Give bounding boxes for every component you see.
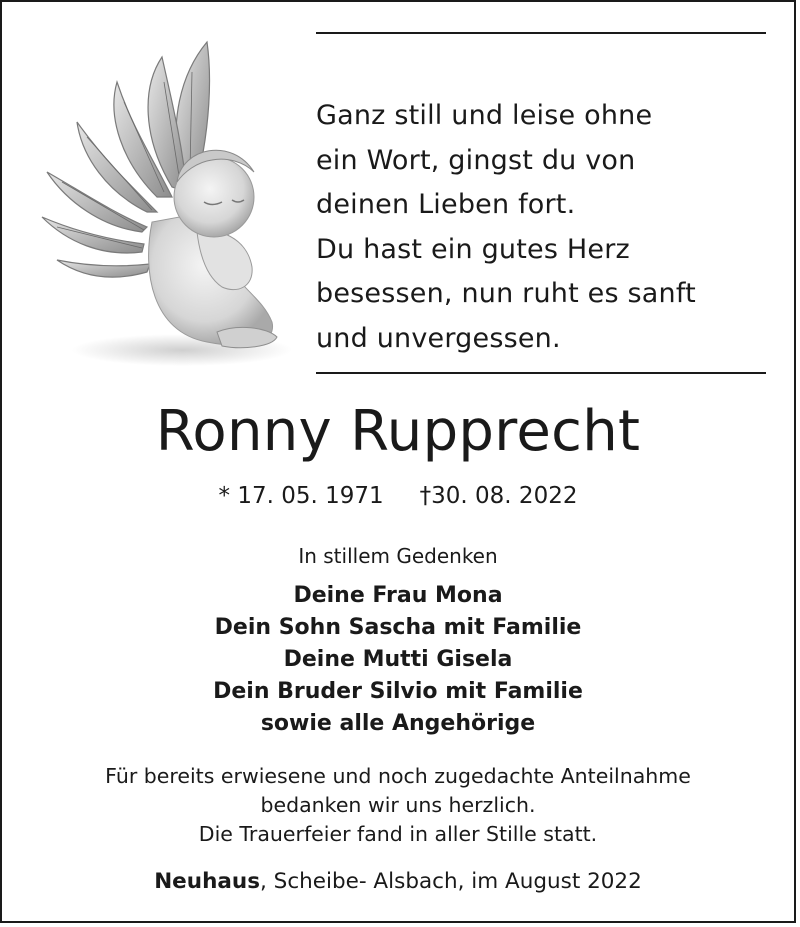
life-dates bbox=[2, 480, 794, 512]
birth-date: * 17. 05. 1971 bbox=[218, 483, 384, 509]
poem-line: Du hast ein gutes Herz bbox=[316, 233, 630, 265]
bottom-divider bbox=[316, 372, 766, 374]
place-date-line bbox=[2, 866, 794, 898]
mourner: Dein Bruder Silvio mit Familie bbox=[213, 679, 583, 704]
death-date: †30. 08. 2022 bbox=[419, 483, 578, 509]
memory-line: In stillem Gedenken bbox=[298, 544, 498, 568]
poem bbox=[316, 94, 776, 361]
poem-line: Ganz still und leise ohne bbox=[316, 100, 653, 131]
thanks-line: Für bereits erwiesene und noch zugedachte Anteilnahme bbox=[105, 764, 691, 788]
mourners-list bbox=[2, 580, 794, 740]
poem-line: ein Wort, gingst du von bbox=[316, 144, 636, 176]
place-rest: , Scheibe- Alsbach, im August 2022 bbox=[260, 869, 642, 894]
thanks-line: Die Trauerfeier fand in aller Stille statt. bbox=[198, 822, 598, 846]
place-name: Neuhaus bbox=[154, 869, 260, 894]
mourner: Deine Frau Mona bbox=[293, 583, 503, 608]
poem-line: und unvergessen. bbox=[316, 322, 561, 354]
angel-figurine-image bbox=[32, 32, 292, 367]
mourner: Deine Mutti Gisela bbox=[283, 647, 513, 672]
mourner: sowie alle Angehörige bbox=[260, 711, 536, 736]
poem-line: deinen Lieben fort. bbox=[316, 189, 576, 220]
deceased-name: Ronny Rupprecht bbox=[155, 399, 641, 464]
top-divider bbox=[316, 32, 766, 34]
mourner: Dein Sohn Sascha mit Familie bbox=[214, 615, 582, 640]
thanks-line: bedanken wir uns herzlich. bbox=[260, 793, 536, 817]
thanks-text bbox=[2, 762, 794, 849]
poem-line: besessen, nun ruht es sanft bbox=[316, 278, 696, 309]
